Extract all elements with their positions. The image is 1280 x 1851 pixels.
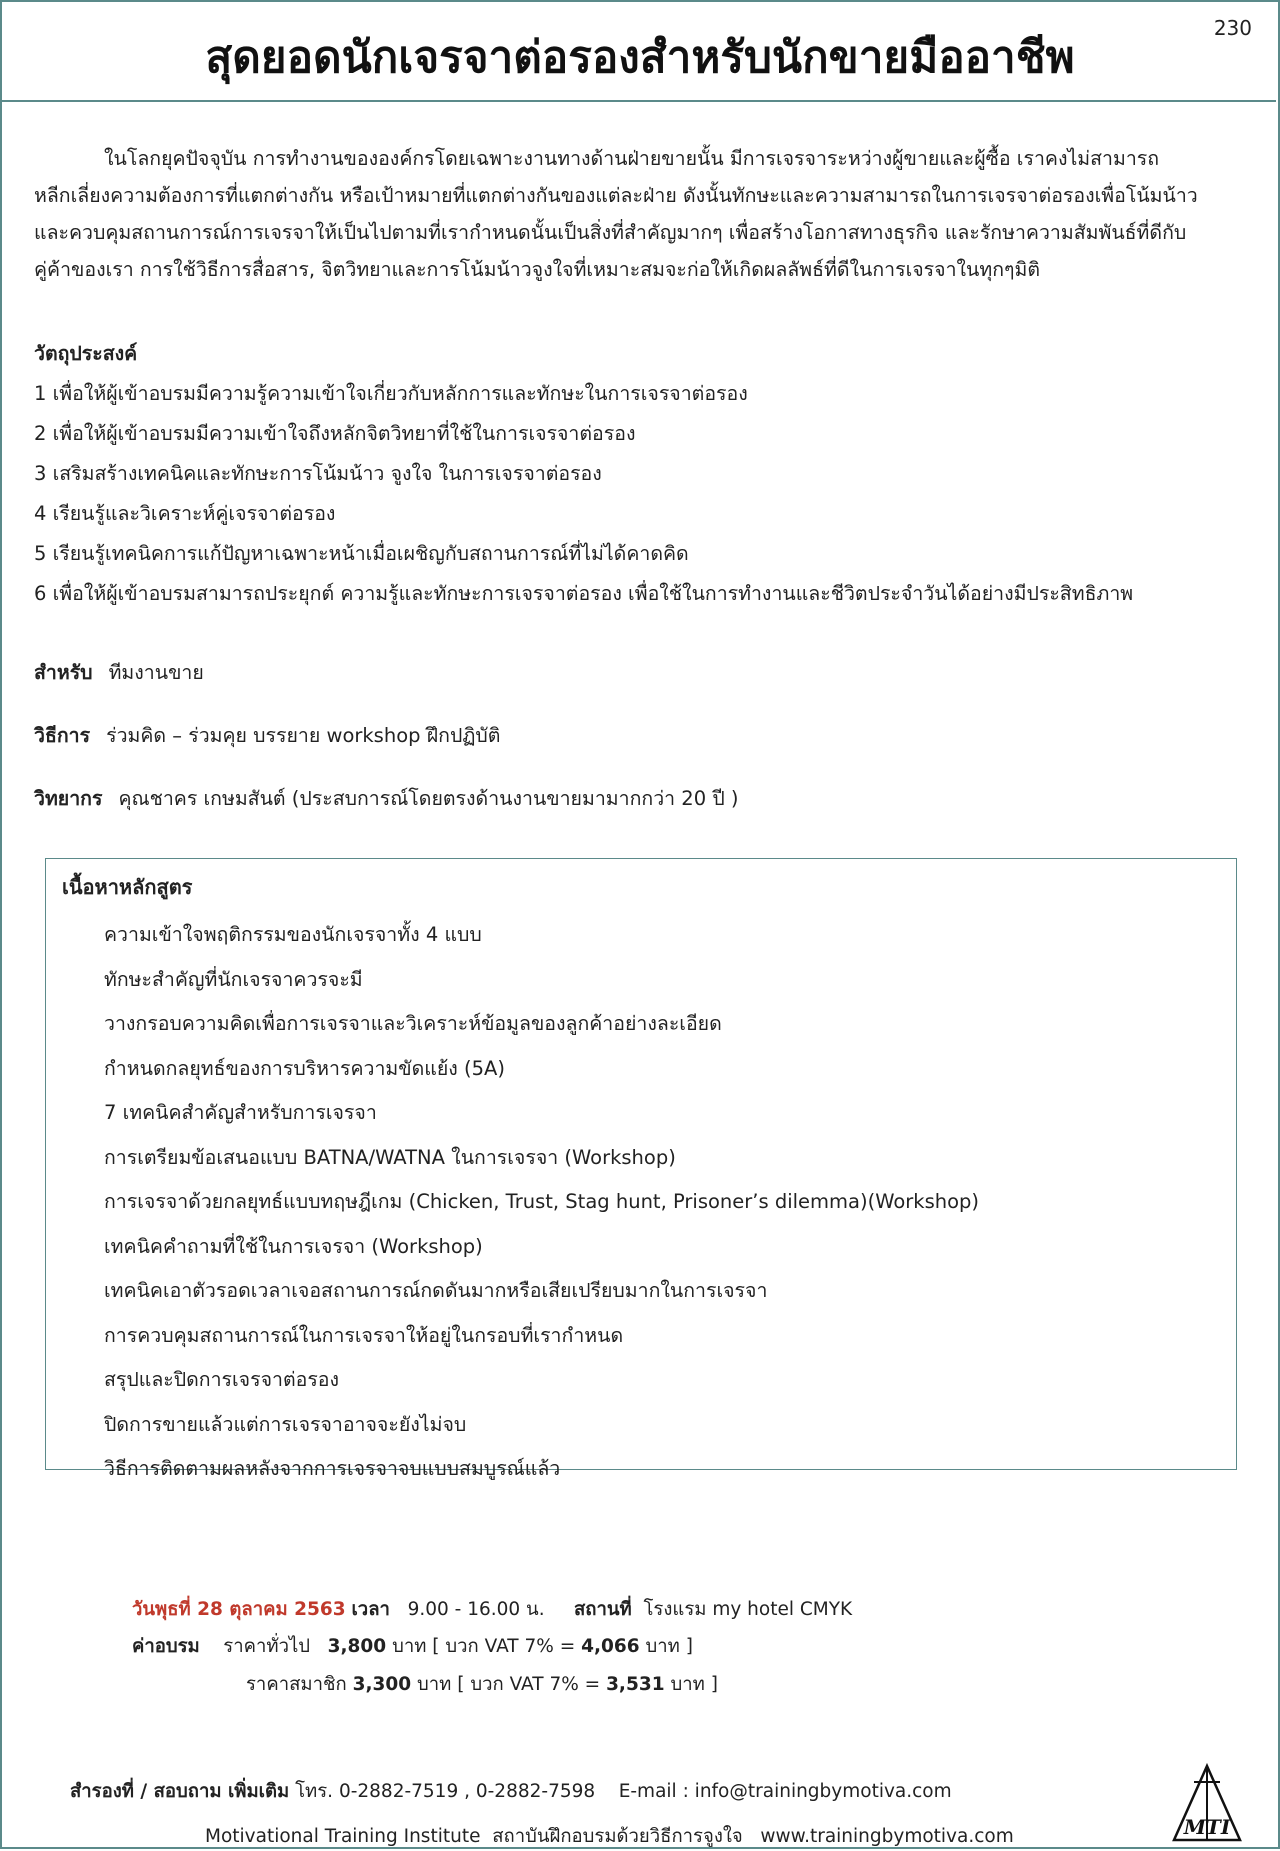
course-item: การควบคุมสถานการณ์ในการเจรจาให้อยู่ในกรอบที่เรากำหนด <box>104 1323 624 1347</box>
course-item: กำหนดกลยุทธ์ของการบริหารความขัดแย้ง (5A) <box>104 1056 505 1080</box>
training-method <box>34 720 500 751</box>
contact-phone: โทร. 0-2882-7519 , 0-2882-7598 <box>295 1781 596 1802</box>
contact-label: สำรองที่ / สอบถาม เพิ่มเติม <box>70 1781 290 1802</box>
event-date: วันพุธที่ 28 ตุลาคม 2563 <box>132 1599 346 1620</box>
speaker-label: วิทยากร <box>34 787 103 810</box>
time-label: เวลา <box>351 1599 390 1620</box>
course-item: การเตรียมข้อเสนอแบบ BATNA/WATNA ในการเจรจา (Workshop) <box>104 1145 676 1169</box>
general-vat-text: บาท [ บวก VAT 7% = <box>392 1636 576 1657</box>
page-number: 230 <box>1213 16 1252 40</box>
objective-item: 2 เพื่อให้ผู้เข้าอบรมมีความเข้าใจถึงหลักจิตวิทยาที่ใช้ในการเจรจาต่อรอง <box>34 422 636 445</box>
course-item: 7 เทคนิคสำคัญสำหรับการเจรจา <box>104 1101 377 1124</box>
logo-text: MTI <box>1183 1815 1231 1839</box>
course-item: สรุปและปิดการเจรจาต่อรอง <box>104 1368 340 1391</box>
objectives-list <box>34 374 1133 614</box>
intro-paragraph <box>34 140 1249 288</box>
objective-item: 4 เรียนรู้และวิเคราะห์คู่เจรจาต่อรอง <box>34 502 336 525</box>
course-item: ปิดการขายแล้วแต่การเจรจาอาจจะยังไม่จบ <box>104 1412 467 1436</box>
general-currency: บาท ] <box>645 1636 693 1657</box>
course-item: เทคนิคคำถามที่ใช้ในการเจรจา (Workshop) <box>104 1234 483 1258</box>
target-audience-label: สำหรับ <box>34 661 93 684</box>
member-price-label: ราคาสมาชิก <box>246 1674 347 1695</box>
intro-line: หลีกเลี่ยงความต้องการที่แตกต่างกัน หรือเป้าหมายที่แตกต่างกันของแต่ละฝ่าย ดังนั้นทักษะและความสามารถในการเจรจาต่อรองเพื่อโน้มน้าว <box>34 184 1198 207</box>
target-audience-value: ทีมงานขาย <box>108 661 204 684</box>
course-content-list <box>104 913 979 1492</box>
target-audience <box>34 657 204 688</box>
fee-line-general <box>132 1632 693 1661</box>
objective-item: 6 เพื่อให้ผู้เข้าอบรมสามารถประยุกต์ ความรู้และทักษะการเจรจาต่อรอง เพื่อใช้ในการทำงานและชีวิตประจำวันได้อย่างมีประสิทธิภาพ <box>34 582 1134 605</box>
general-total: 4,066 <box>581 1636 640 1657</box>
intro-line: ในโลกยุคปัจจุบัน การทำงานขององค์กรโดยเฉพาะงานทางด้านฝ่ายขายนั้น มีการเจรจาระหว่างผู้ขายและผู้ซื้อ เราคงไม่สามารถ <box>104 147 1160 170</box>
course-item: วิธีการติดตามผลหลังจากการเจรจาจบแบบสมบูรณ์แล้ว <box>104 1457 561 1480</box>
fee-line-member <box>246 1670 718 1699</box>
page-title: สุดยอดนักเจรจาต่อรองสำหรับนักขายมืออาชีพ <box>205 32 1075 83</box>
contact-line <box>70 1777 952 1806</box>
course-item: ทักษะสำคัญที่นักเจรจาควรจะมี <box>104 967 363 991</box>
general-price-label: ราคาทั่วไป <box>223 1636 310 1657</box>
mti-logo-icon <box>1170 1762 1245 1844</box>
course-content-box <box>45 858 1237 1480</box>
footer <box>205 1822 1014 1851</box>
objectives-title: วัตถุประสงค์ <box>34 342 138 365</box>
intro-line: และควบคุมสถานการณ์การเจรจาให้เป็นไปตามที่เรากำหนดนั้นเป็นสิ่งที่สำคัญมากๆ เพื่อสร้างโอกาสทางธุรกิจ และรักษาความสัมพันธ์ที่ดีกับ <box>34 221 1187 244</box>
course-item: เทคนิคเอาตัวรอดเวลาเจอสถานการณ์กดดันมากหรือเสียเปรียบมากในการเจรจา <box>104 1279 768 1302</box>
time-value: 9.00 - 16.00 น. <box>407 1599 545 1620</box>
objective-item: 3 เสริมสร้างเทคนิคและทักษะการโน้มน้าว จูงใจ ในการเจรจาต่อรอง <box>34 462 602 485</box>
course-item: วางกรอบความคิดเพื่อการเจรจาและวิเคราะห์ข้อมูลของลูกค้าอย่างละเอียด <box>104 1012 722 1035</box>
course-content-title: เนื้อหาหลักสูตร <box>62 875 193 899</box>
member-vat-text: บาท [ บวก VAT 7% = <box>417 1674 601 1695</box>
member-total: 3,531 <box>606 1674 665 1695</box>
footer-org-th: สถาบันฝึกอบรมด้วยวิธีการจูงใจ <box>492 1826 743 1847</box>
intro-line: คู่ค้าของเรา การใช้วิธีการสื่อสาร, จิตวิทยาและการโน้มน้าวจูงใจที่เหมาะสมจะก่อให้เกิดผลลัพธ์ที่ดีในการเจรจาในทุกๆมิติ <box>34 258 1041 281</box>
header <box>0 0 1276 102</box>
general-price: 3,800 <box>327 1636 387 1657</box>
fee-label: ค่าอบรม <box>132 1636 200 1657</box>
objective-item: 1 เพื่อให้ผู้เข้าอบรมมีความรู้ความเข้าใจเกี่ยวกับหลักการและทักษะในการเจรจาต่อรอง <box>34 382 748 405</box>
training-method-value: ร่วมคิด – ร่วมคุย บรรยาย workshop ฝึกปฏิบัติ <box>106 724 501 747</box>
objective-item: 5 เรียนรู้เทคนิคการแก้ปัญหาเฉพาะหน้าเมื่อเผชิญกับสถานการณ์ที่ไม่ได้คาดคิด <box>34 542 689 565</box>
training-method-label: วิธีการ <box>34 724 91 747</box>
member-currency: บาท ] <box>670 1674 718 1695</box>
course-item: ความเข้าใจพฤติกรรมของนักเจรจาทั้ง 4 แบบ <box>104 923 482 946</box>
course-item: การเจรจาด้วยกลยุทธ์แบบทฤษฎีเกม (Chicken, Trust, Stag hunt, Prisoner’s dilemma)(Workshop) <box>104 1190 980 1213</box>
member-price: 3,300 <box>352 1674 412 1695</box>
speaker <box>34 783 739 814</box>
venue-label: สถานที่ <box>573 1599 632 1620</box>
venue-value: โรงแรม my hotel CMYK <box>643 1599 853 1620</box>
footer-org-en: Motivational Training Institute <box>205 1826 481 1847</box>
footer-website[interactable]: www.trainingbymotiva.com <box>760 1826 1014 1847</box>
schedule-line <box>132 1595 852 1624</box>
speaker-value: คุณชาคร เกษมสันต์ (ประสบการณ์โดยตรงด้านงานขายมามากกว่า 20 ปี ) <box>118 787 739 810</box>
contact-email[interactable]: E-mail : info@trainingbymotiva.com <box>618 1781 952 1802</box>
